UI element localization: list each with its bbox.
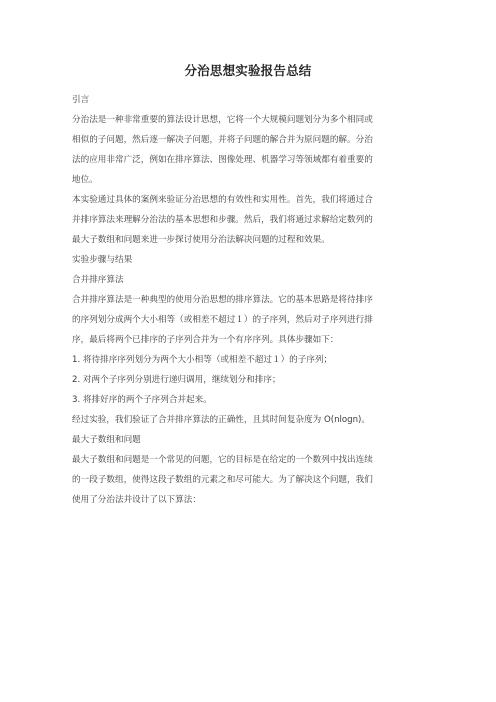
section-heading: 合并排序算法 xyxy=(72,275,124,285)
paragraph-line: 经过实验，我们验证了合并排序算法的正确性，且其时间复杂度为 O(nlogn)。 xyxy=(72,415,371,425)
paragraph-line: 最大子数组和问题是一个常见的问题，它的目标是在给定的一个数列中找出连续 xyxy=(72,455,373,465)
document-title: 分治思想实验报告总结 xyxy=(184,63,312,78)
paragraph-line: 的一段子数组，使得这段子数组的元素之和尽可能大。为了解决这个问题，我们 xyxy=(72,475,373,485)
paragraph-line: 地位。 xyxy=(72,175,98,185)
section-heading: 最大子数组和问题 xyxy=(72,435,141,445)
paragraph-line: 1. 将待排序序列划分为两个大小相等（或相差不超过１）的子序列； xyxy=(72,355,333,365)
paragraph-line: 序，最后将两个已排序的子序列合并为一个有序序列。具体步骤如下： xyxy=(72,335,339,345)
paragraph-line: 使用了分治法并设计了以下算法： xyxy=(72,495,201,505)
paragraph-line: 法的应用非常广泛，例如在排序算法、图像处理、机器学习等领域都有着重要的 xyxy=(72,155,373,165)
paragraph-line: 3. 将排好序的两个子序列合并起来。 xyxy=(72,395,212,405)
document-body xyxy=(72,90,424,510)
section-heading: 引言 xyxy=(72,95,90,105)
paragraph-line: 本实验通过具体的案例来验证分治思想的有效性和实用性。首先，我们将通过合 xyxy=(72,195,373,205)
paragraph-line: 的序列划分成两个大小相等（或相差不超过１）的子序列，然后对子序列进行排 xyxy=(72,315,373,325)
paragraph-line: 相似的子问题，然后逐一解决子问题，并将子问题的解合并为原问题的解。分治 xyxy=(72,135,373,145)
section-heading: 实验步骤与结果 xyxy=(72,255,133,265)
paragraph-line: 2. 对两个子序列分别进行递归调用，继续划分和排序； xyxy=(72,375,281,385)
paragraph-line: 最大子数组和问题来进一步探讨使用分治法解决问题的过程和效果。 xyxy=(72,235,330,245)
paragraph-line: 分治法是一种非常重要的算法设计思想，它将一个大规模问题划分为多个相同或 xyxy=(72,115,373,125)
paragraph-line: 合并排序算法是一种典型的使用分治思想的排序算法。它的基本思路是将待排序 xyxy=(72,295,373,305)
paragraph-line: 并排序算法来理解分治法的基本思想和步骤。然后，我们将通过求解给定数列的 xyxy=(72,215,373,225)
